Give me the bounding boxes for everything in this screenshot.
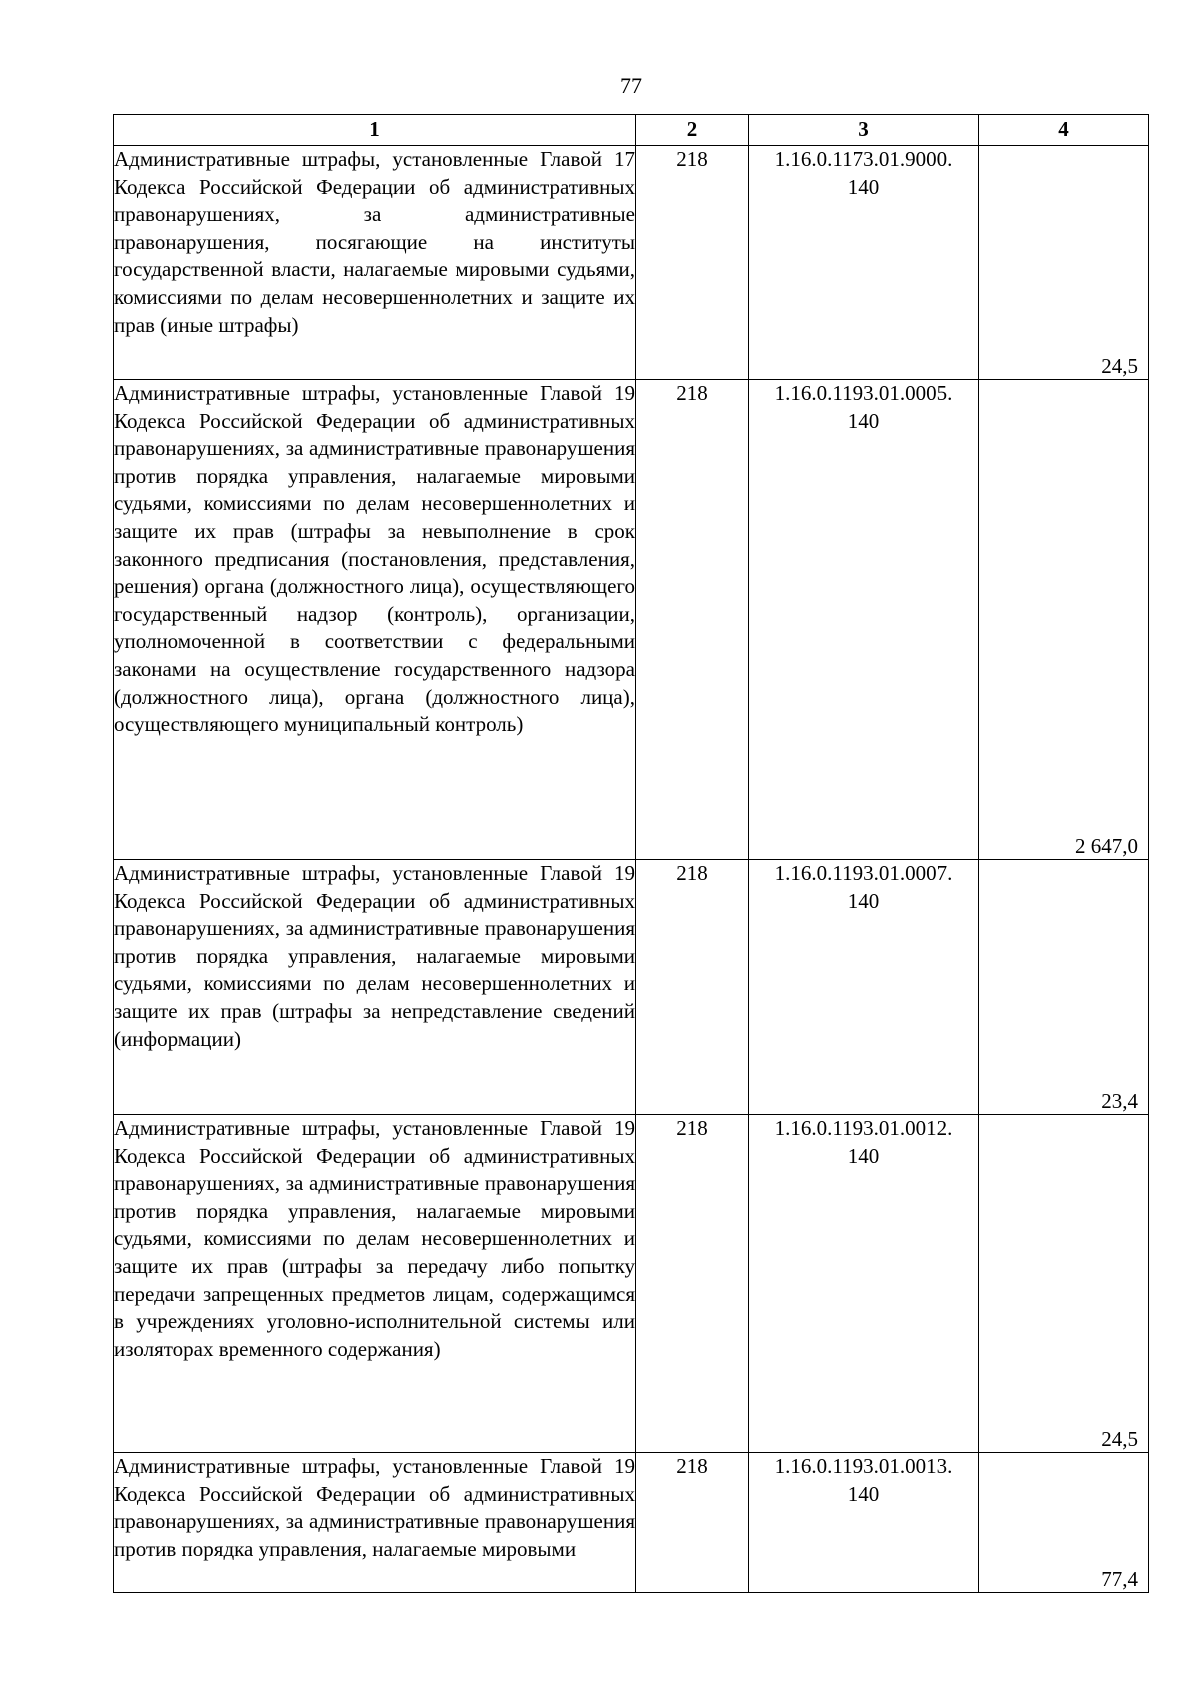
- row-budget-code: [749, 1115, 979, 1453]
- row-amount: 24,5: [1101, 354, 1138, 378]
- budget-code-line-2: 140: [847, 174, 880, 199]
- table-row: [114, 380, 1149, 860]
- row-amount: 23,4: [1101, 1089, 1138, 1113]
- row-admin-code: 218: [636, 146, 749, 380]
- column-header-2: 2: [636, 115, 749, 146]
- row-description: Административные штрафы, установленные Главой 17 Кодекса Российской Федерации об административных правонарушениях, за административные правонарушения, посягающие на институты государственной власти, налагаемые мировыми судьями, комиссиями по делам несовершеннолетних и защите их прав (иные штрафы): [114, 146, 636, 380]
- row-admin-code: 218: [636, 1115, 749, 1453]
- table-row: [114, 1115, 1149, 1453]
- row-amount-cell: [979, 146, 1149, 380]
- row-amount: 24,5: [1101, 1427, 1138, 1451]
- row-admin-code: 218: [636, 380, 749, 860]
- table-row: [114, 146, 1149, 380]
- budget-table: [113, 114, 1149, 1593]
- row-amount-cell: [979, 860, 1149, 1115]
- row-amount: 77,4: [1101, 1567, 1138, 1591]
- column-header-1: 1: [114, 115, 636, 146]
- budget-code-line-1: 1.16.0.1193.01.0013.: [774, 1454, 953, 1478]
- row-amount-cell: [979, 1453, 1149, 1593]
- row-budget-code: [749, 1453, 979, 1593]
- budget-code-line-1: 1.16.0.1193.01.0005.: [774, 381, 953, 405]
- budget-code-line-1: 1.16.0.1193.01.0012.: [774, 1116, 953, 1140]
- budget-code-line-2: 140: [847, 888, 880, 913]
- row-amount-cell: [979, 380, 1149, 860]
- budget-code-line-2: 140: [847, 408, 880, 433]
- row-amount-cell: [979, 1115, 1149, 1453]
- row-description: Административные штрафы, установленные Главой 19 Кодекса Российской Федерации об административных правонарушениях, за административные правонарушения против порядка управления, налагаемые мировыми: [114, 1453, 636, 1593]
- budget-code-line-1: 1.16.0.1193.01.0007.: [774, 861, 953, 885]
- table-header-row: [114, 115, 1149, 146]
- row-description: Административные штрафы, установленные Главой 19 Кодекса Российской Федерации об административных правонарушениях, за административные правонарушения против порядка управления, налагаемые мировыми судьями, комиссиями по делам несовершеннолетних и защите их прав (штрафы за невыполнение в срок законного предписания (постановления, представления, решения) органа (должностного лица), осуществляющего государственный надзор (контроль), организации, уполномоченной в соответствии с федеральными законами на осуществление государственного надзора (должностного лица), органа (должностного лица), осуществляющего муниципальный контроль): [114, 380, 636, 860]
- budget-code-line-2: 140: [847, 1143, 880, 1168]
- row-admin-code: 218: [636, 860, 749, 1115]
- row-budget-code: [749, 380, 979, 860]
- row-budget-code: [749, 860, 979, 1115]
- column-header-4: 4: [979, 115, 1149, 146]
- row-description: Административные штрафы, установленные Главой 19 Кодекса Российской Федерации об административных правонарушениях, за административные правонарушения против порядка управления, налагаемые мировыми судьями, комиссиями по делам несовершеннолетних и защите их прав (штрафы за передачу либо попытку передачи запрещенных предметов лицам, содержащимся в учреждениях уголовно-исполнительной системы или изоляторах временного содержания): [114, 1115, 636, 1453]
- row-budget-code: [749, 146, 979, 380]
- budget-code-line-2: 140: [847, 1481, 880, 1506]
- table-row: [114, 860, 1149, 1115]
- row-description: Административные штрафы, установленные Главой 19 Кодекса Российской Федерации об административных правонарушениях, за административные правонарушения против порядка управления, налагаемые мировыми судьями, комиссиями по делам несовершеннолетних и защите их прав (штрафы за непредставление сведений (информации): [114, 860, 636, 1115]
- table-row: [114, 1453, 1149, 1593]
- row-admin-code: 218: [636, 1453, 749, 1593]
- page-number: 77: [620, 73, 642, 98]
- column-header-3: 3: [749, 115, 979, 146]
- row-amount: 2 647,0: [1075, 834, 1138, 858]
- budget-code-line-1: 1.16.0.1173.01.9000.: [774, 147, 953, 171]
